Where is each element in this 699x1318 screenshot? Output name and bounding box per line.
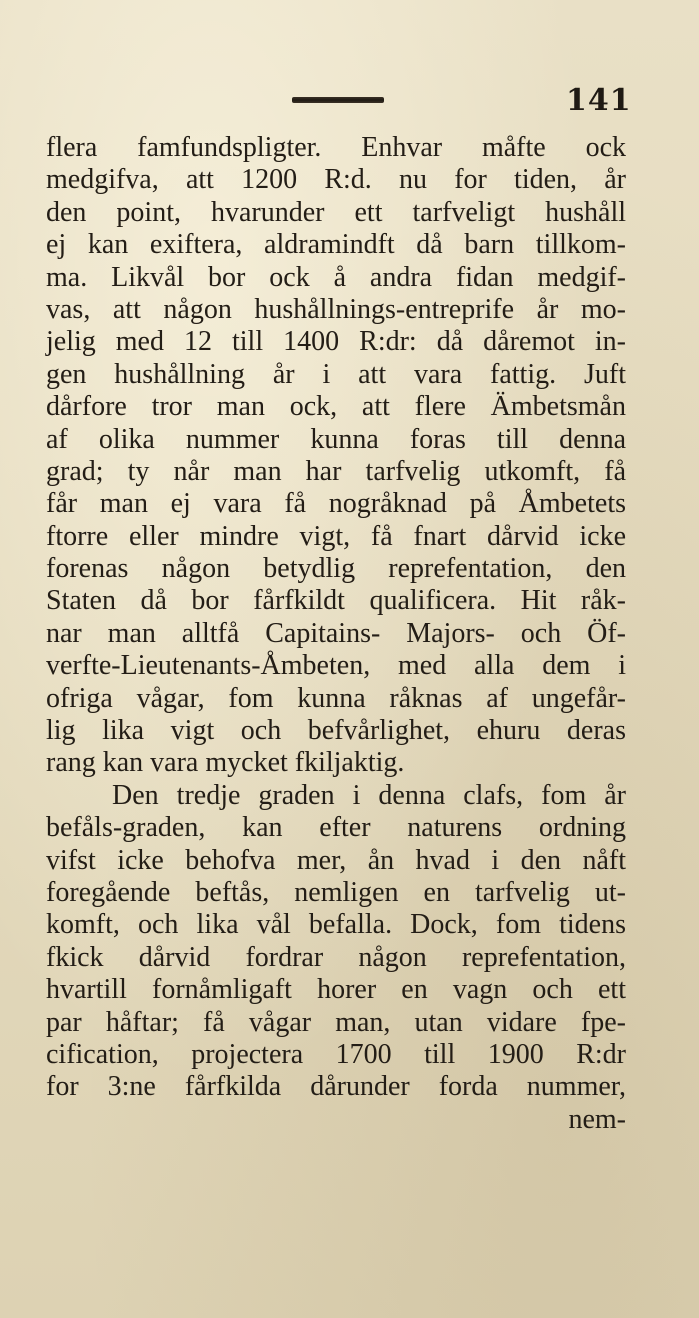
text-line: komft, och lika vål befalla. Dock, fom tidens bbox=[46, 909, 626, 941]
catchword: nem- bbox=[568, 1103, 626, 1135]
text-line: ofriga vågar, fom kunna råknas af ungefår- bbox=[46, 682, 626, 714]
text-line: af olika nummer kunna foras till denna bbox=[46, 423, 626, 455]
text-line: rang kan vara mycket fkiljaktig. bbox=[46, 747, 405, 779]
page-header bbox=[0, 78, 699, 118]
text-line: den point, hvarunder ett tarfveligt hushåll bbox=[46, 196, 626, 228]
body-text bbox=[46, 132, 626, 1136]
text-line: ftorre eller mindre vigt, få fnart dårvid icke bbox=[46, 520, 626, 552]
text-line: medgifva, att 1200 R:d. nu for tiden, år bbox=[46, 164, 626, 196]
text-line: flera famfundspligter. Enhvar måfte ock bbox=[46, 132, 626, 163]
text-line: par håftar; få vågar man, utan vidare fpe- bbox=[46, 1006, 626, 1038]
text-line: fkick dårvid fordrar någon reprefentation, bbox=[46, 941, 626, 973]
text-line: dårfore tror man ock, att flere Ämbetsmån bbox=[46, 391, 626, 423]
text-line: lig lika vigt och befvårlighet, ehuru deras bbox=[46, 715, 626, 747]
text-line: befåls-graden, kan efter naturens ordning bbox=[46, 812, 626, 844]
page-number: 141 bbox=[566, 83, 632, 118]
text-line-paragraph-start: Den tredje graden i denna clafs, fom år bbox=[112, 779, 626, 811]
text-line: vifst icke behofva mer, ån hvad i den nåft bbox=[46, 844, 626, 876]
text-line: for 3:ne fårfkilda dårunder forda nummer, bbox=[46, 1071, 626, 1103]
text-line: får man ej vara få nogråknad på Åmbetets bbox=[46, 488, 626, 520]
text-line: gen hushållning år i att vara fattig. Juft bbox=[46, 358, 626, 390]
text-line: nar man alltfå Capitains- Majors- och Öf- bbox=[46, 617, 626, 649]
header-rule-ornament bbox=[292, 97, 384, 103]
text-line: foregående beftås, nemligen en tarfvelig ut- bbox=[46, 876, 626, 908]
text-line: vas, att någon hushållnings-entreprife år mo- bbox=[46, 293, 626, 325]
text-line: grad; ty når man har tarfvelig utkomft, få bbox=[46, 455, 626, 487]
text-line: forenas någon betydlig reprefentation, den bbox=[46, 553, 626, 585]
text-line: hvartill fornåmligaft horer en vagn och ett bbox=[46, 974, 626, 1006]
text-line: Staten då bor fårfkildt qualificera. Hit råk- bbox=[46, 585, 626, 617]
text-line: ej kan exiftera, aldramindft då barn tillkom- bbox=[46, 229, 626, 261]
text-line: jelig med 12 till 1400 R:dr: då dåremot in- bbox=[46, 326, 626, 358]
text-line: ma. Likvål bor ock å andra fidan medgif- bbox=[46, 261, 626, 293]
text-line: verfte-Lieutenants-Åmbeten, med alla dem i bbox=[46, 650, 626, 682]
text-line: cification, projectera 1700 till 1900 R:dr bbox=[46, 1038, 626, 1070]
